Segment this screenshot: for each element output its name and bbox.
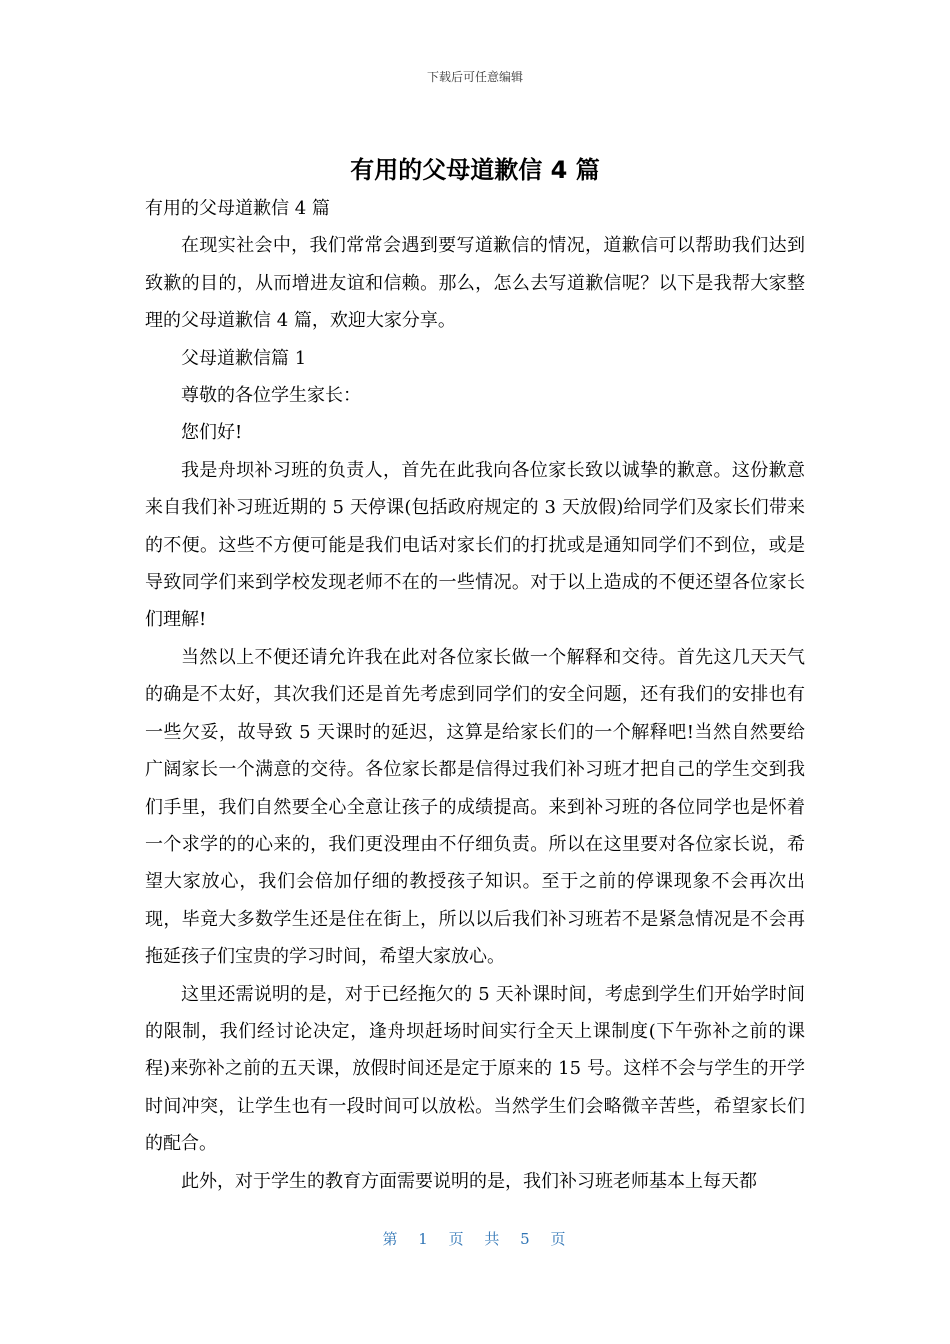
paragraph: 在现实社会中，我们常常会遇到要写道歉信的情况，道歉信可以帮助我们达到致歉的目的，从而增进友谊和信赖。那么，怎么去写道歉信呢？以下是我帮大家整理的父母道歉信 4 篇，欢迎大家分享。 xyxy=(145,235,805,332)
paragraph: 您们好! xyxy=(181,422,243,444)
document-body xyxy=(145,190,805,1200)
paragraph: 有用的父母道歉信 4 篇 xyxy=(145,198,330,219)
page-footer: 第 1 页 共 5 页 xyxy=(382,1230,568,1248)
document-title: 有用的父母道歉信 4 篇 xyxy=(350,156,600,184)
paragraph: 当然以上不便还请允许我在此对各位家长做一个解释和交待。首先这几天天气的确是不太好，其次我们还是首先考虑到同学们的安全问题，还有我们的安排也有一些欠妥，故导致 5 天课时的延迟，这算是给家长们的一个解释吧!当然自然要给广阔家长一个满意的交待。各位家长都是信得过我们补习班才把自己的学生交到我们手里，我们自然要全心全意让孩子的成绩提高。来到补习班的各位同学也是怀着一个求学的的心来的，我们更没理由不仔细负责。所以在这里要对各位家长说，希望大家放心，我们会倍加仔细的教授孩子知识。至于之前的停课现象不会再次出现，毕竟大多数学生还是住在街上，所以以后我们补习班若不是紧急情况是不会再拖延孩子们宝贵的学习时间，希望大家放心。 xyxy=(145,646,805,968)
paragraph: 我是舟坝补习班的负责人，首先在此我向各位家长致以诚挚的歉意。这份歉意来自我们补习班近期的 5 天停课(包括政府规定的 3 天放假)给同学们及家长们带来的不便。这些不方便可能是我们电话对家长们的打扰或是通知同学们不到位，或是导致同学们来到学校发现老师不在的一些情况。对于以上造成的不便还望各位家长们理解! xyxy=(145,459,805,631)
paragraph: 此外，对于学生的教育方面需要说明的是，我们补习班老师基本上每天都 xyxy=(181,1170,757,1192)
paragraph: 这里还需说明的是，对于已经拖欠的 5 天补课时间，考虑到学生们开始学时间的限制，我们经讨论决定，逢舟坝赶场时间实行全天上课制度(下午弥补之前的课程)来弥补之前的五天课，放假时间还是定于原来的 15 号。这样不会与学生的开学时间冲突，让学生也有一段时间可以放松。当然学生们会略微辛苦些，希望家长们的配合。 xyxy=(145,983,805,1155)
page-header: 下载后可任意编辑 xyxy=(426,70,523,84)
paragraph: 尊敬的各位学生家长： xyxy=(181,385,361,407)
paragraph: 父母道歉信篇 1 xyxy=(181,347,307,369)
